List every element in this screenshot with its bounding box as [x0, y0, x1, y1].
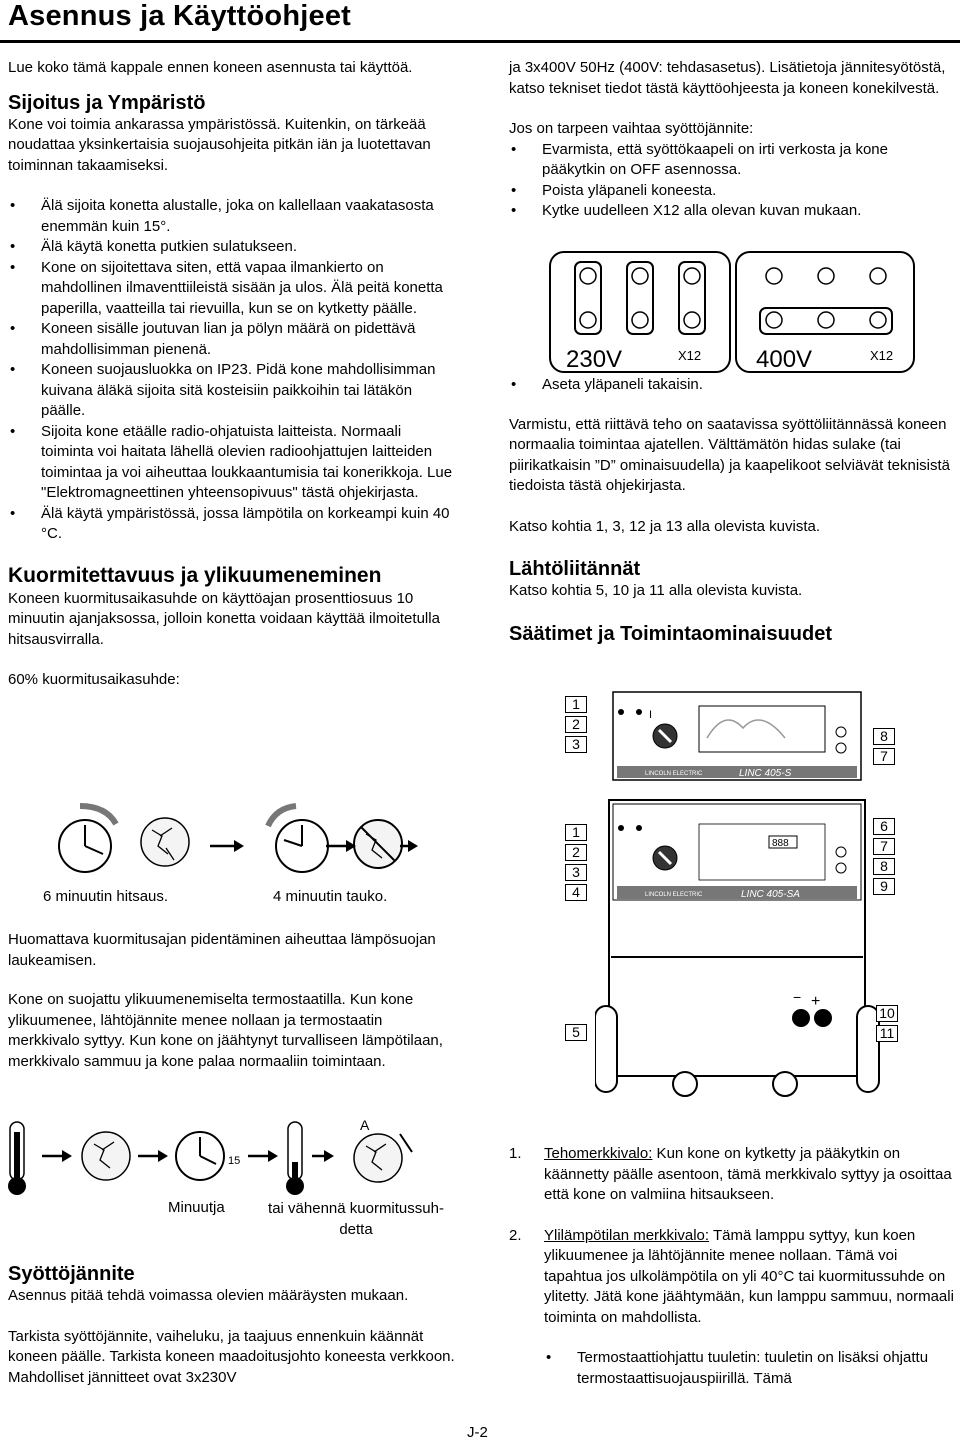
callout-11: 11 — [876, 1025, 898, 1042]
x12-tag: X12 — [870, 348, 894, 363]
duty-note-1: Huomattava kuormitusajan pidentäminen aiheuttaa lämpösuojan laukeamisen. — [8, 931, 436, 969]
no-welding-icon — [354, 820, 402, 868]
callout-6: 6 — [873, 818, 895, 835]
clock-icon — [268, 806, 328, 872]
caption-pause: 4 minuutin tauko. — [273, 888, 388, 905]
fig-reduce: tai vähennä kuormitussuh-detta — [268, 1200, 444, 1238]
list-item — [509, 1144, 954, 1206]
list-item: • Evarmista, että syöttökaapeli on irti verkosta ja kone pääkytkin on OFF asennossa. — [509, 140, 954, 181]
arrow-icon — [312, 1150, 334, 1162]
duty-text: Koneen kuormitusaikasuhde on käyttöajan prosenttiosuus 10 minuutin ajanjaksossa, jolloin konetta voidaan käyttää ilmoitetulla hitsausvirralla. — [8, 589, 440, 648]
control-panel-405s — [613, 692, 861, 780]
callout-7: 7 — [873, 748, 895, 765]
supply-text-1: Asennus pitää tehdä voimassa olevien määräysten mukaan. — [8, 1287, 409, 1304]
callout-7: 7 — [873, 838, 895, 855]
duty-ratio-label: 60% kuormitusaikasuhde: — [8, 671, 180, 688]
fig-minutes: Minuutja — [168, 1199, 225, 1216]
panel1-model: LINC 405-S — [739, 768, 792, 779]
see-items-1: Katso kohtia 1, 3, 12 ja 13 alla olevista kuvista. — [509, 517, 821, 535]
list-item: • Älä käytä ympäristössä, jossa lämpötila on korkeampi kuin 40 °C. — [8, 504, 453, 545]
outputs-heading: Lähtöliitännät — [509, 558, 641, 580]
item-number: 1. — [509, 1145, 522, 1162]
list-item: • Koneen sisälle joutuvan lian ja pölyn määrä on pidettävä mahdollisimman pienenä. — [8, 319, 453, 360]
duty-heading: Kuormitettavuus ja ylikuumeneminen — [8, 563, 382, 587]
power-text: Varmistu, että riittävä teho on saatavissa syöttöliitännässä koneen normaalia toimintaa ajatellen. Välttämätön hidas sulake (tai piirikatkaisin ”D” ominaisuudella) ja kaapelikoot selviävät teknisistä tiedoista tästä ohjekirjasta. — [509, 415, 951, 494]
list-item: • Sijoita kone etäälle radio-ohjatuista laitteista. Normaali toiminta voi haitata lähellä olevien radioohjattujen laitteiden toimintaa ja voi aiheuttaa loukkaantumisia tai konerikkoja. Lue "Elektromagneettinen yhteensopivuus" tästä ohjekirjasta. — [8, 422, 453, 504]
list-item: • Älä käytä konetta putkien sulatukseen. — [8, 237, 453, 258]
callout-1: 1 — [565, 696, 587, 713]
placement-bullets — [8, 196, 453, 545]
page-number: J-2 — [467, 1424, 488, 1441]
x12-400v-label: 400V — [756, 346, 813, 373]
callout-1: 1 — [565, 824, 587, 841]
arrow-icon — [248, 1150, 278, 1162]
callout-3: 3 — [565, 736, 587, 753]
caption-welding: 6 minuutin hitsaus. — [43, 888, 169, 905]
item-term: Ylilämpötilan merkkivalo: — [544, 1226, 710, 1244]
fan-bullets — [544, 1348, 954, 1389]
duty-note-2: Kone on suojattu ylikuumenemiselta termostaatilla. Kun kone ylikuumenee, lähtöjännite menee nollaan ja termostaatin merkkivalo syttyy. Kun kone on jäähtynyt turvalliseen lämpötilaan, merkkivalo sammuu ja kone palaa normaaliin toimintaan. — [8, 991, 443, 1070]
machine-body — [609, 800, 865, 1076]
x12-diagram — [548, 250, 918, 376]
thermometer-icon — [286, 1122, 304, 1195]
item-text: Tämä lamppu syttyy, kun koen ylikuumenee ja lähtöjännite menee nollaan. Tämä voi tapahtua jos ulkolämpötila on yli 40°C tai kuormitussuhde on ylitetty. Jätä kone jäähtymään, kun lamppu sammuu, normaali toiminta on mahdollista. — [544, 1226, 954, 1326]
svg-text:I: I — [649, 709, 653, 721]
left-column — [8, 58, 453, 691]
welder-icon — [141, 818, 189, 866]
item-term: Tehomerkkivalo: — [544, 1145, 653, 1162]
list-item — [509, 1226, 954, 1329]
clock-icon — [176, 1132, 224, 1180]
minus-terminal-label: − — [793, 989, 802, 1005]
overheat-figure — [0, 1112, 460, 1202]
controls-heading: Säätimet ja Toimintaominaisuudet — [509, 622, 833, 645]
callout-2: 2 — [565, 716, 587, 733]
placement-text: Kone voi toimia ankarassa ympäristössä. Kuitenkin, on tärkeää noudattaa yksinkertaisia suojausohjeita pitkän iän ja luotettavan toiminnan takaamiseksi. — [8, 115, 431, 174]
x12-230v-block — [550, 252, 730, 373]
minus-socket-icon — [792, 1009, 810, 1027]
arrow-icon — [326, 840, 356, 852]
logo-text: LINCOLN ELECTRIC — [645, 771, 703, 777]
intro-text: Lue koko tämä kappale ennen koneen asennusta tai käyttöä. — [8, 59, 413, 76]
right-column-top — [509, 58, 954, 222]
item-text: Kun kone on kytketty ja pääkytkin on käännetty päälle asentoon, tämä merkkivalo syttyy ja osoittaa että kone on valmiina hitsaukseen. — [544, 1145, 952, 1203]
voltage-continuation: ja 3x400V 50Hz (400V: tehdasasetus). Lisätietoja jännitesyötöstä, katso tekniset tiedot tästä käyttöohjeesta ja koneen konekilvestä. — [509, 59, 946, 97]
welder-icon — [354, 1134, 412, 1182]
thermometer-icon — [8, 1122, 26, 1195]
plus-socket-icon — [814, 1009, 832, 1027]
callout-3: 3 — [565, 864, 587, 881]
list-item: • Termostaattiohjattu tuuletin: tuuletin on lisäksi ohjattu termostaattisuojauspiirillä. Tämä — [544, 1348, 954, 1389]
list-item: • Kone on sijoitettava siten, että vapaa ilmankierto on mahdollinen ilmaventtiileistä sisään ja ulos. Älä peitä konetta paperilla, vaatteilla tai rievuilla, kun se on kytketty päälle. — [8, 258, 453, 320]
x12-400v-block — [736, 252, 914, 373]
plus-terminal-label: + — [811, 993, 821, 1010]
see-items-2: Katso kohtia 5, 10 ja 11 alla olevista kuvista. — [509, 582, 803, 599]
duty-cycle-figure — [40, 800, 420, 880]
callout-9: 9 — [873, 878, 895, 895]
after-bullets — [509, 375, 954, 396]
callout-5: 5 — [565, 1024, 587, 1041]
display-readout: 888 — [772, 838, 789, 849]
supply-section — [8, 1262, 458, 1388]
right-column-mid — [509, 375, 954, 646]
fig-a: A — [360, 1117, 370, 1133]
item-number: 2. — [509, 1226, 522, 1244]
placement-heading: Sijoitus ja Ympäristö — [8, 91, 206, 114]
list-item: • Poista yläpaneli koneesta. — [509, 181, 954, 202]
arrow-icon — [42, 1150, 72, 1162]
x12-230v-label: 230V — [566, 346, 623, 373]
callout-4: 4 — [565, 884, 587, 901]
page-title: Asennus ja Käyttöohjeet — [8, 0, 351, 32]
arrow-icon — [138, 1150, 168, 1162]
callout-2: 2 — [565, 844, 587, 861]
welder-icon — [82, 1132, 130, 1180]
callout-8: 8 — [873, 728, 895, 745]
supply-text-2: Tarkista syöttöjännite, vaiheluku, ja taajuus ennenkuin käännät koneen päälle. Tarkista koneen maadoitusjohto koneesta verkkoon. Mahdolliset jännitteet ovat 3x230V — [8, 1327, 455, 1386]
change-bullets — [509, 140, 954, 222]
duty-notes — [8, 930, 448, 1072]
clock-icon — [59, 806, 116, 872]
change-intro: Jos on tarpeen vaihtaa syöttöjännite: — [509, 120, 754, 137]
controls-list — [509, 1144, 954, 1389]
machine-figure — [595, 688, 885, 1108]
title-rule — [0, 40, 960, 43]
supply-heading: Syöttöjännite — [8, 1263, 135, 1285]
list-item: • Aseta yläpaneli takaisin. — [509, 375, 954, 396]
list-item: • Koneen suojausluokka on IP23. Pidä kone mahdollisimman kuivana äläkä sijoita sitä kosteisiin paikkoihin tai lätäkön päälle. — [8, 360, 453, 422]
x12-tag: X12 — [678, 348, 702, 363]
panel2-model: LINC 405-SA — [741, 889, 800, 900]
list-item: • Älä sijoita konetta alustalle, joka on kallellaan vaakatasosta enemmän kuin 15°. — [8, 196, 453, 237]
list-item: • Kytke uudelleen X12 alla olevan kuvan mukaan. — [509, 201, 954, 222]
arrow-icon — [210, 840, 244, 852]
callout-8: 8 — [873, 858, 895, 875]
callout-10: 10 — [876, 1005, 898, 1022]
logo-text: LINCOLN ELECTRIC — [645, 892, 703, 898]
fig-15: 15 — [228, 1155, 241, 1167]
numbered-list — [509, 1144, 954, 1328]
